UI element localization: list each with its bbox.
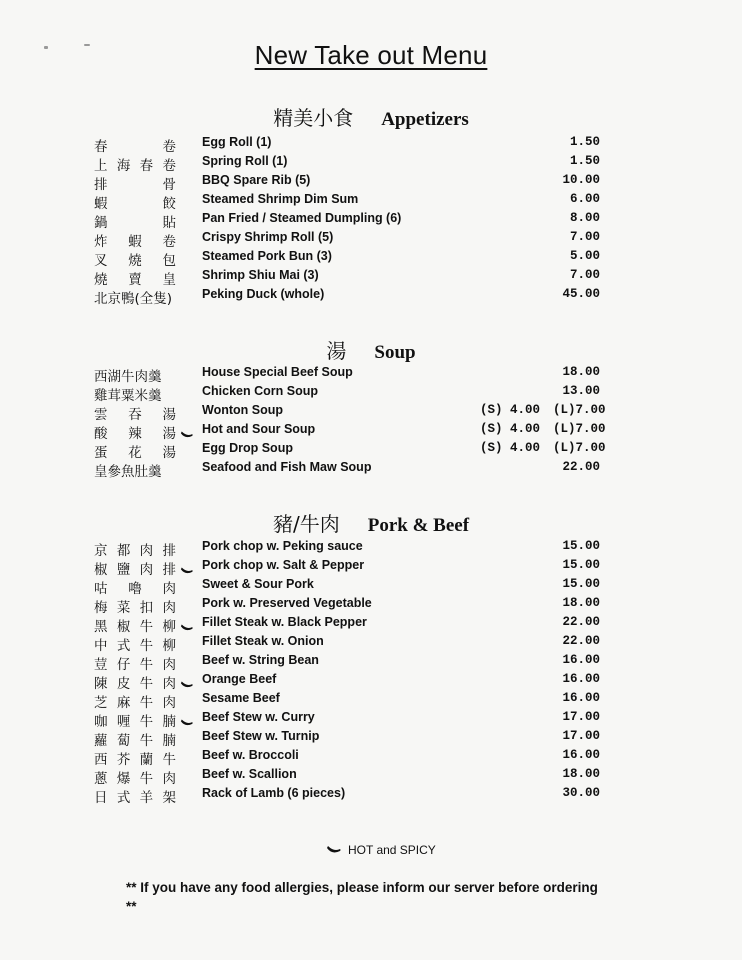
section-heading <box>0 102 742 131</box>
menu-item-english-name: House Special Beef Soup <box>202 365 353 379</box>
menu-item-english-name: Sesame Beef <box>202 691 280 705</box>
menu-item-chinese-name: 蔥 爆 牛 肉 <box>94 771 176 787</box>
chili-pepper-icon <box>180 713 194 723</box>
menu-item-row <box>0 287 742 306</box>
menu-item-english-name: Sweet & Sour Pork <box>202 577 314 591</box>
menu-item-chinese-name: 芝 麻 牛 肉 <box>94 695 176 711</box>
menu-item-large-price: (L)7.00 <box>553 403 606 417</box>
menu-item-price: 15.00 <box>562 577 600 591</box>
menu-item-english-name: Crispy Shrimp Roll (5) <box>202 230 334 244</box>
menu-item-price: 15.00 <box>562 558 600 572</box>
menu-item-chinese-name: 酸 辣 湯 <box>94 426 176 442</box>
section-heading-english: Appetizers <box>381 109 469 130</box>
menu-item-price: 7.00 <box>569 230 600 244</box>
menu-item-chinese-name: 椒 鹽 肉 排 <box>94 562 176 578</box>
menu-item-chinese-name: 炸 蝦 卷 <box>94 234 176 250</box>
menu-item-row <box>0 691 742 710</box>
menu-item-price: 16.00 <box>562 748 600 762</box>
menu-item-chinese-name: 荳 仔 牛 肉 <box>94 657 176 673</box>
menu-item-chinese-name: 西湖牛肉羹 <box>94 369 162 385</box>
menu-item-price: 16.00 <box>562 672 600 686</box>
menu-item-chinese-name: 燒 賣 皇 <box>94 272 176 288</box>
menu-item-chinese-name: 咖 喱 牛 腩 <box>94 714 176 730</box>
menu-item-chinese-name: 中 式 牛 柳 <box>94 638 176 654</box>
menu-item-row <box>0 729 742 748</box>
menu-item-row <box>0 211 742 230</box>
menu-item-small-price: (S) 4.00 <box>480 441 541 455</box>
menu-item-english-name: Steamed Shrimp Dim Sum <box>202 192 359 206</box>
menu-item-chinese-name: 雲 吞 湯 <box>94 407 176 423</box>
menu-item-row <box>0 786 742 805</box>
menu-item-english-name: Egg Drop Soup <box>202 441 293 455</box>
menu-item-row <box>0 154 742 173</box>
menu-item-chinese-name: 梅 菜 扣 肉 <box>94 600 176 616</box>
spicy-legend <box>326 843 436 857</box>
menu-item-english-name: Seafood and Fish Maw Soup <box>202 460 372 474</box>
section-heading-chinese: 湯 <box>326 339 347 363</box>
menu-item-price: 17.00 <box>562 729 600 743</box>
section-heading-english: Soup <box>374 342 416 363</box>
menu-item-chinese-name: 黑 椒 牛 柳 <box>94 619 176 635</box>
section-heading <box>0 508 742 537</box>
menu-item-chinese-name: 春 卷 <box>94 139 176 155</box>
menu-item-chinese-name: 排 骨 <box>94 177 176 193</box>
menu-item-english-name: Hot and Sour Soup <box>202 422 316 436</box>
allergy-note: ** If you have any food allergies, please inform our server before ordering ** <box>126 880 598 914</box>
menu-item-chinese-name: 叉 燒 包 <box>94 253 176 269</box>
menu-item-english-name: Egg Roll (1) <box>202 135 272 149</box>
menu-item-price: 18.00 <box>562 365 600 379</box>
menu-item-row <box>0 192 742 211</box>
section-heading-chinese: 豬/牛肉 <box>272 512 340 536</box>
menu-item-chinese-name: 咕 嚕 肉 <box>94 581 176 597</box>
menu-item-row <box>0 672 742 691</box>
section-heading <box>0 335 742 364</box>
section-heading-chinese: 精美小食 <box>273 106 354 130</box>
menu-item-price: 6.00 <box>569 192 600 206</box>
menu-item-price: 1.50 <box>569 154 600 168</box>
menu-item-chinese-name: 上 海 春 卷 <box>94 158 176 174</box>
menu-item-chinese-name: 西 芥 蘭 牛 <box>94 752 176 768</box>
menu-item-row <box>0 615 742 634</box>
menu-item-chinese-name: 蘿 蔔 牛 腩 <box>94 733 176 749</box>
menu-item-price: 16.00 <box>562 653 600 667</box>
menu-item-price: 45.00 <box>562 287 600 301</box>
menu-item-chinese-name: 皇參魚肚羹 <box>94 464 162 480</box>
menu-item-row <box>0 403 742 422</box>
menu-item-price: 22.00 <box>562 615 600 629</box>
menu-item-price: 5.00 <box>569 249 600 263</box>
menu-item-large-price: (L)7.00 <box>553 422 606 436</box>
menu-item-english-name: Fillet Steak w. Onion <box>202 634 324 648</box>
menu-item-row <box>0 422 742 441</box>
menu-item-chinese-name: 蛋 花 湯 <box>94 445 176 461</box>
menu-item-row <box>0 634 742 653</box>
chili-pepper-icon <box>180 425 194 435</box>
chili-pepper-icon <box>180 618 194 628</box>
menu-item-english-name: Steamed Pork Bun (3) <box>202 249 332 263</box>
menu-item-english-name: Orange Beef <box>202 672 277 686</box>
menu-item-row <box>0 135 742 154</box>
menu-item-row <box>0 460 742 479</box>
menu-item-price: 18.00 <box>562 767 600 781</box>
menu-item-price: 13.00 <box>562 384 600 398</box>
menu-item-row <box>0 596 742 615</box>
menu-item-english-name: Fillet Steak w. Black Pepper <box>202 615 367 629</box>
section-heading-english: Pork & Beef <box>367 515 470 536</box>
menu-item-english-name: Pork chop w. Salt & Pepper <box>202 558 365 572</box>
menu-item-price: 17.00 <box>562 710 600 724</box>
menu-item-chinese-name: 北京鴨(全隻) <box>94 291 173 307</box>
spicy-legend-label: HOT and SPICY <box>348 843 436 857</box>
menu-item-row <box>0 767 742 786</box>
menu-item-english-name: Pan Fried / Steamed Dumpling (6) <box>202 211 402 225</box>
menu-item-english-name: Peking Duck (whole) <box>202 287 325 301</box>
menu-item-row <box>0 268 742 287</box>
menu-item-price: 1.50 <box>569 135 600 149</box>
menu-item-chinese-name: 蝦 餃 <box>94 196 176 212</box>
menu-item-price: 7.00 <box>569 268 600 282</box>
menu-item-english-name: Beef Stew w. Turnip <box>202 729 320 743</box>
menu-item-price: 30.00 <box>562 786 600 800</box>
menu-item-chinese-name: 陳 皮 牛 肉 <box>94 676 176 692</box>
menu-item-small-price: (S) 4.00 <box>480 422 541 436</box>
menu-item-english-name: BBQ Spare Rib (5) <box>202 173 311 187</box>
chili-pepper-icon <box>180 675 194 685</box>
menu-item-chinese-name: 京 都 肉 排 <box>94 543 176 559</box>
menu-item-english-name: Pork w. Preserved Vegetable <box>202 596 372 610</box>
menu-item-english-name: Beef w. Scallion <box>202 767 297 781</box>
menu-item-price: 16.00 <box>562 691 600 705</box>
menu-item-english-name: Pork chop w. Peking sauce <box>202 539 363 553</box>
menu-item-english-name: Beef Stew w. Curry <box>202 710 315 724</box>
menu-item-chinese-name: 日 式 羊 架 <box>94 790 176 806</box>
menu-item-english-name: Beef w. Broccoli <box>202 748 299 762</box>
menu-item-row <box>0 710 742 729</box>
menu-item-large-price: (L)7.00 <box>553 441 606 455</box>
menu-item-price: 10.00 <box>562 173 600 187</box>
menu-item-english-name: Wonton Soup <box>202 403 283 417</box>
menu-item-row <box>0 173 742 192</box>
menu-item-price: 22.00 <box>562 634 600 648</box>
menu-item-row <box>0 230 742 249</box>
chili-pepper-icon <box>326 845 342 855</box>
menu-item-price: 22.00 <box>562 460 600 474</box>
menu-item-price: 15.00 <box>562 539 600 553</box>
menu-item-row <box>0 441 742 460</box>
menu-item-row <box>0 384 742 403</box>
menu-item-row <box>0 558 742 577</box>
menu-item-row <box>0 748 742 767</box>
menu-item-chinese-name: 雞茸粟米羹 <box>94 388 162 404</box>
menu-item-chinese-name: 鍋 貼 <box>94 215 176 231</box>
chili-pepper-icon <box>180 561 194 571</box>
menu-item-price: 8.00 <box>569 211 600 225</box>
menu-item-price: 18.00 <box>562 596 600 610</box>
menu-item-small-price: (S) 4.00 <box>480 403 541 417</box>
menu-item-row <box>0 365 742 384</box>
menu-title: New Take out Menu <box>254 40 488 70</box>
menu-item-row <box>0 653 742 672</box>
menu-item-english-name: Rack of Lamb (6 pieces) <box>202 786 346 800</box>
menu-item-row <box>0 577 742 596</box>
menu-item-english-name: Beef w. String Bean <box>202 653 319 667</box>
menu-item-english-name: Shrimp Shiu Mai (3) <box>202 268 319 282</box>
menu-item-english-name: Chicken Corn Soup <box>202 384 318 398</box>
menu-item-english-name: Spring Roll (1) <box>202 154 288 168</box>
menu-item-row <box>0 539 742 558</box>
menu-item-row <box>0 249 742 268</box>
